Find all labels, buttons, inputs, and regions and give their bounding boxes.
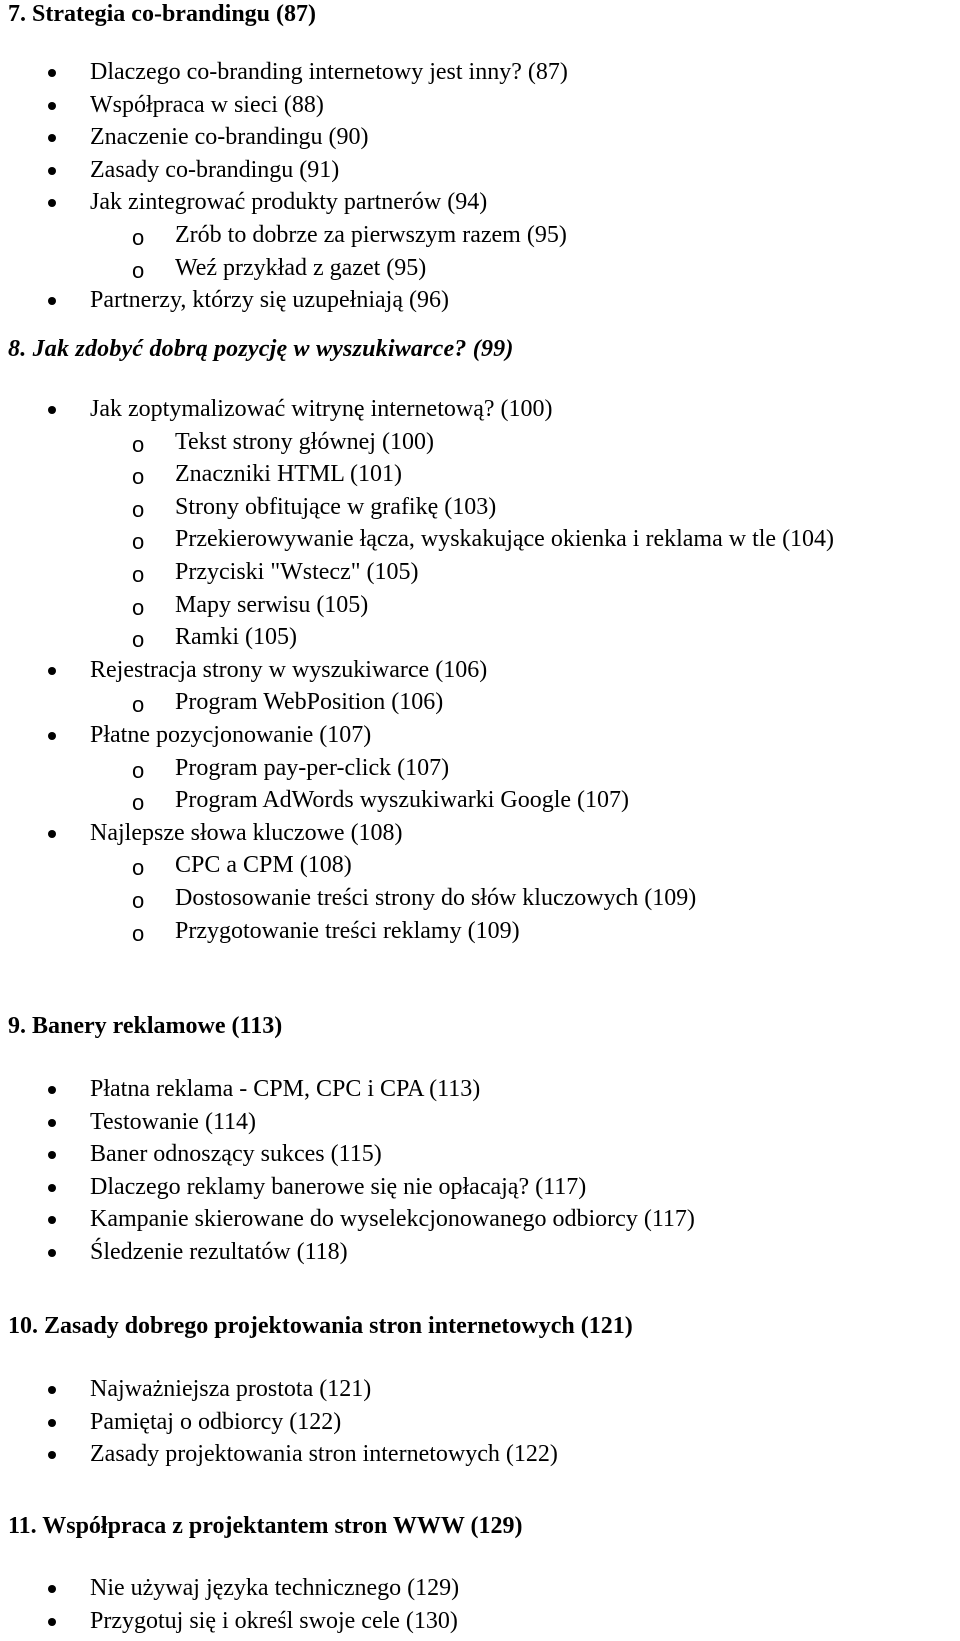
list-item-text: Przygotowanie treści reklamy (109) (175, 917, 520, 944)
circle-bullet-icon: o (132, 692, 145, 718)
sub-list-item (0, 556, 834, 589)
list-item-text: Znaczenie co-brandingu (90) (90, 124, 369, 151)
sub-list-item (0, 784, 834, 817)
list-item-text: Najważniejsza prostota (121) (90, 1376, 372, 1402)
list-item-text: Mapy serwisu (105) (175, 591, 369, 618)
list-item (0, 1438, 633, 1471)
circle-bullet-icon: o (132, 790, 145, 816)
bullet-icon (48, 1618, 56, 1626)
list-item-text: Zrób to dobrze za pierwszym razem (95) (175, 221, 567, 248)
sub-list-item (0, 491, 834, 524)
bullet-icon (48, 199, 56, 207)
list-item (0, 1138, 695, 1171)
bullet-icon (48, 1119, 56, 1127)
list-item (0, 1106, 695, 1139)
bullet-icon (48, 102, 56, 110)
circle-bullet-icon: o (132, 496, 145, 522)
circle-bullet-icon: o (132, 464, 145, 490)
circle-bullet-icon: o (132, 920, 145, 946)
list-item (0, 817, 834, 850)
list-item-text: Dlaczego reklamy banerowe się nie opłacają? (117) (90, 1173, 587, 1200)
list-item (0, 1605, 522, 1638)
sub-list-item (0, 523, 834, 556)
section-8 (0, 333, 834, 947)
sub-list-item (0, 882, 834, 915)
section-items (0, 1373, 633, 1471)
bullet-icon (48, 732, 56, 740)
bullet-icon (48, 1216, 56, 1224)
list-item-text: Tekst strony głównej (100) (175, 428, 434, 455)
list-item (0, 654, 834, 687)
list-item (0, 121, 568, 154)
list-item-text: Pamiętaj o odbiorcy (122) (90, 1408, 342, 1435)
list-item-text: Zasady co-brandingu (91) (90, 156, 340, 183)
bullet-icon (48, 1151, 56, 1159)
list-item-text: Kampanie skierowane do wyselekcjonowanego odbiorcy (117) (90, 1206, 695, 1233)
circle-bullet-icon: o (132, 627, 145, 653)
list-item-text: Strony obfitujące w grafikę (103) (175, 493, 497, 520)
list-item (0, 1171, 695, 1204)
section-heading: 9. Banery reklamowe (113) (8, 1013, 283, 1039)
list-item (0, 154, 568, 187)
list-item-text: Jak zintegrować produkty partnerów (94) (90, 189, 488, 216)
bullet-icon (48, 1086, 56, 1094)
bullet-icon (48, 167, 56, 175)
list-item (0, 1572, 522, 1605)
bullet-icon (48, 1451, 56, 1459)
list-item-text: Dostosowanie treści strony do słów kluczowych (109) (175, 884, 697, 911)
list-item-text: Współpraca w sieci (88) (90, 91, 324, 118)
circle-bullet-icon: o (132, 257, 145, 283)
sub-list-item (0, 219, 568, 252)
sub-list-item (0, 621, 834, 654)
sub-list-item (0, 426, 834, 459)
list-item-text: Płatna reklama - CPM, CPC i CPA (113) (90, 1076, 481, 1102)
section-heading: 11. Współpraca z projektantem stron WWW (129) (8, 1513, 523, 1539)
section-10 (0, 1310, 633, 1471)
section-9 (0, 1010, 695, 1269)
bullet-icon (48, 1585, 56, 1593)
list-item-text: Przekierowywanie łącza, wyskakujące okienka i reklama w tle (104) (175, 526, 835, 553)
list-item (0, 1203, 695, 1236)
list-item-text: Przyciski "Wstecz" (105) (175, 558, 419, 585)
section-7 (0, 0, 568, 317)
bullet-icon (48, 830, 56, 838)
circle-bullet-icon: o (132, 757, 145, 783)
list-item (0, 719, 834, 752)
section-heading: 7. Strategia co-brandingu (87) (8, 1, 316, 27)
list-item-text: Testowanie (114) (90, 1108, 257, 1135)
circle-bullet-icon: o (132, 594, 145, 620)
section-11 (0, 1510, 522, 1637)
section-heading: 10. Zasady dobrego projektowania stron internetowych (121) (8, 1313, 633, 1339)
list-item-text: Najlepsze słowa kluczowe (108) (90, 819, 403, 846)
circle-bullet-icon: o (132, 224, 145, 250)
bullet-icon (48, 134, 56, 142)
sub-list-item (0, 752, 834, 785)
list-item-text: Program WebPosition (106) (175, 689, 444, 716)
sub-list-item (0, 686, 834, 719)
list-item (0, 1406, 633, 1439)
bullet-icon (48, 69, 56, 77)
section-items (0, 1572, 522, 1637)
list-item-text: Śledzenie rezultatów (118) (90, 1238, 348, 1265)
section-items (0, 393, 834, 947)
list-item (0, 186, 568, 219)
circle-bullet-icon: o (132, 529, 145, 555)
circle-bullet-icon: o (132, 431, 145, 457)
sub-list-item (0, 458, 834, 491)
list-item (0, 1073, 695, 1106)
circle-bullet-icon: o (132, 887, 145, 913)
list-item-text: Ramki (105) (175, 624, 297, 651)
circle-bullet-icon: o (132, 855, 145, 881)
bullet-icon (48, 667, 56, 675)
sub-list-item (0, 252, 568, 285)
bullet-icon (48, 297, 56, 305)
bullet-icon (48, 1419, 56, 1427)
section-heading: 8. Jak zdobyć dobrą pozycję w wyszukiwarce? (99) (8, 336, 514, 362)
list-item-text: Weź przykład z gazet (95) (175, 254, 427, 281)
bullet-icon (48, 1184, 56, 1192)
list-item-text: Rejestracja strony w wyszukiwarce (106) (90, 656, 488, 683)
list-item-text: Program AdWords wyszukiwarki Google (107) (175, 787, 629, 814)
list-item (0, 1236, 695, 1269)
sub-list-item (0, 915, 834, 948)
list-item-text: CPC a CPM (108) (175, 852, 352, 879)
list-item-text: Zasady projektowania stron internetowych (122) (90, 1441, 558, 1468)
list-item (0, 393, 834, 426)
list-item-text: Płatne pozycjonowanie (107) (90, 721, 372, 748)
list-item-text: Jak zoptymalizować witrynę internetową? (100) (90, 396, 553, 422)
list-item-text: Dlaczego co-branding internetowy jest inny? (87) (90, 59, 568, 85)
sub-list-item (0, 589, 834, 622)
list-item-text: Nie używaj języka technicznego (129) (90, 1575, 460, 1601)
list-item-text: Partnerzy, którzy się uzupełniają (96) (90, 287, 449, 314)
bullet-icon (48, 1249, 56, 1257)
list-item (0, 56, 568, 89)
bullet-icon (48, 406, 56, 414)
section-items (0, 1073, 695, 1269)
bullet-icon (48, 1386, 56, 1394)
list-item-text: Program pay-per-click (107) (175, 754, 450, 781)
list-item-text: Przygotuj się i określ swoje cele (130) (90, 1607, 458, 1634)
section-items (0, 56, 568, 317)
sub-list-item (0, 849, 834, 882)
list-item (0, 89, 568, 122)
circle-bullet-icon: o (132, 561, 145, 587)
list-item (0, 1373, 633, 1406)
list-item-text: Baner odnoszący sukces (115) (90, 1141, 382, 1168)
list-item (0, 284, 568, 317)
list-item-text: Znaczniki HTML (101) (175, 461, 403, 488)
